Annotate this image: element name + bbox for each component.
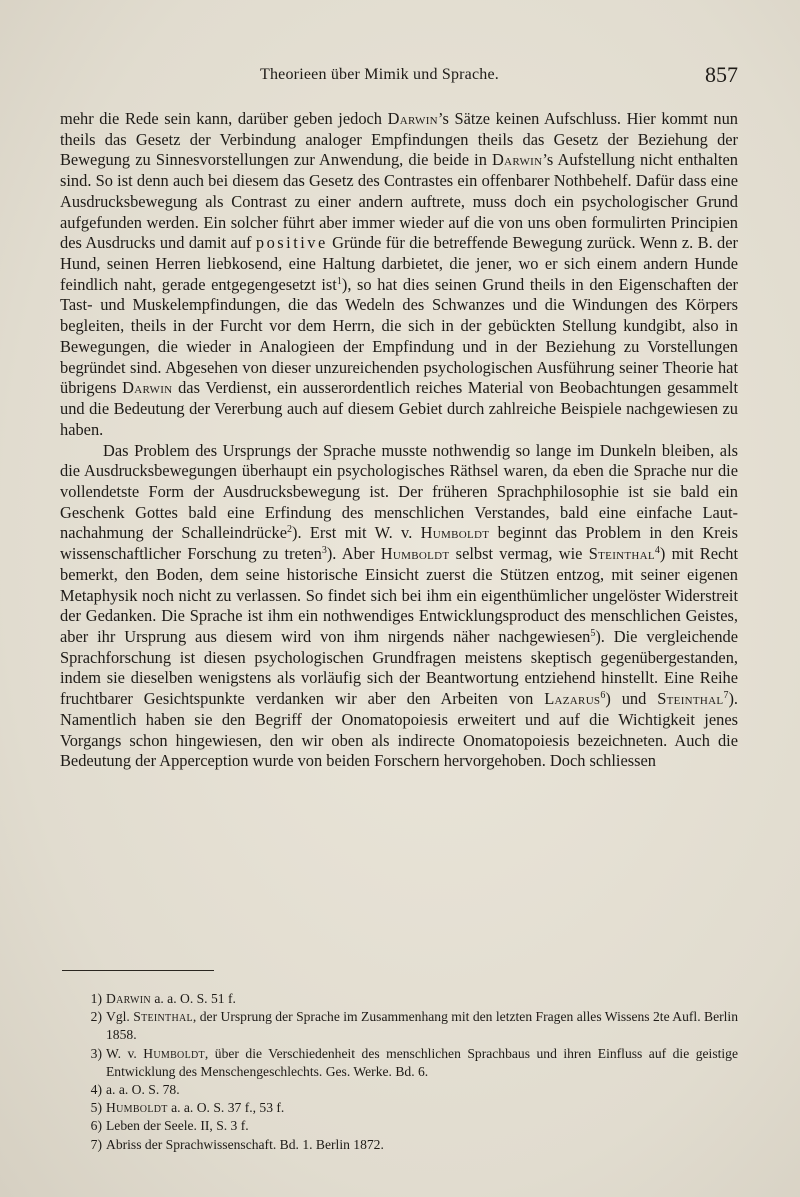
paragraph bbox=[60, 441, 738, 773]
footnote-ref: 5 bbox=[590, 627, 596, 639]
page-number: 857 bbox=[705, 62, 738, 87]
running-head: Theorieen über Mimik und Sprache. bbox=[260, 66, 499, 83]
text-run: Vgl. bbox=[106, 1009, 134, 1025]
text-run: Das Problem des Ursprungs der Sprache musste nothwendig so lange im Dunkeln bleiben, als die Ausdrucksbewegungen überhaupt ein psychologisches Räthsel waren, da eben die Sprache nur die vollendetste Form der Ausdrucksbewegung ist. Der früheren Sprachphilosophie ist sie bald ein Geschenk Gottes bald eine Erfindung des menschlichen Verstandes, bald eine einfache Lautnachahmung der Schalleindrücke bbox=[60, 440, 738, 543]
text-run: ’s Aufstellung nicht enthalten sind. So ist denn auch bei diesem das Gesetz des Contrastes ein offenbarer Nothbehelf. Dafür dass eine Ausdrucksbewegung als Contrast zu einer andern auftrete, muss doch ein psychologischer Grund aufgefunden werden. Ein solcher führt aber immer wieder auf die von uns oben formulirten Principien des Ausdrucks und damit auf bbox=[60, 150, 739, 253]
footnote-ref: 3 bbox=[321, 545, 327, 557]
footnote-marker: 1) bbox=[90, 991, 102, 1006]
text-run: ), so hat dies seinen Grund theils in den Eigenschaften der Tast- und Muskelempfindungen, die das Wedeln des Schwanzes und die Windungen des Körpers begleiten, theils in der Furcht vor dem Herrn, die sich in der gebückten Stellung kundgibt, also in Bewegungen, die wieder in Analogieen der Empfindung und in der Beziehung zu Vorstellungen begründet sind. Abgesehen von dieser unzureichenden psychologischen Ausführung seiner Theorie hat übrigens bbox=[60, 274, 738, 398]
author-name: Darwin bbox=[492, 150, 543, 170]
author-name: Humboldt bbox=[143, 1045, 205, 1061]
footnote-marker: 5) bbox=[90, 1100, 102, 1116]
text-run: , über die Verschiedenheit des menschlichen Sprachbaus und ihren Einfluss auf die geistige Entwicklung des Menschengeschlechts. Ges. Werke. Bd. 6. bbox=[106, 1045, 738, 1079]
text-run: a. a. O. S. 37 f., 53 f. bbox=[167, 1100, 285, 1116]
footnotes bbox=[62, 990, 738, 1154]
footnote-ref: 1 bbox=[336, 275, 342, 287]
footnote bbox=[62, 1008, 738, 1044]
footnote bbox=[62, 1117, 738, 1135]
text-run: ) mit Recht bemerkt, den Boden, dem seine historische Einsicht zuerst die Stützen entzog, mit seiner eigenen Metaphysik noch nicht zu verlassen. So findet sich bei ihm ein eigenthümlicher ungelöster Widerstreit der Gedanken. Die Sprache ist ihm ein nothwendiges Entwicklungsproduct des menschlichen Geistes, aber ihr Ursprung aus diesem wird von ihm nirgends näher nachgewiesen bbox=[60, 544, 738, 646]
text-run: selbst vermag, wie bbox=[449, 544, 589, 564]
text-run: ). Erst mit W. v. bbox=[292, 523, 421, 543]
footnote-marker: 2) bbox=[90, 1009, 102, 1025]
footnote-marker: 3) bbox=[90, 1045, 102, 1061]
author-name: Darwin bbox=[387, 109, 438, 128]
paragraph bbox=[60, 109, 738, 441]
author-name: Steinthal bbox=[657, 689, 724, 709]
author-name: Lazarus bbox=[544, 689, 601, 709]
page-header bbox=[60, 62, 738, 96]
text-run: mehr die Rede sein kann, darüber geben jedoch bbox=[60, 109, 388, 128]
text-run: W. v. bbox=[106, 1045, 144, 1061]
author-name: Steinthal bbox=[588, 544, 655, 564]
footnote-ref: 6 bbox=[600, 690, 606, 702]
footnote-rule bbox=[62, 970, 214, 971]
footnote bbox=[62, 1081, 738, 1099]
text-run: Abriss der Sprachwissenschaft. Bd. 1. Berlin 1872. bbox=[106, 1136, 384, 1152]
footnote-ref: 2 bbox=[287, 524, 292, 536]
text-run: , der Ursprung der Sprache im Zusammenhang mit den letzten Fragen alles Wissens 2te Aufl. Berlin 1858. bbox=[106, 1009, 738, 1043]
footnote-ref: 7 bbox=[723, 690, 729, 702]
text-run: ) und bbox=[605, 689, 658, 709]
text-run: ). Namentlich haben sie den Begriff der Onomatopoiesis erweitert und auf die Wichtigkeit jenes Vorgangs schon hingewiesen, den wir oben als indirecte Onomatopoiesis bezeichneten. Auch die Bedeutung der Apperception wurde von beiden Forschern hervorgehoben. Doch schliessen bbox=[60, 689, 738, 771]
footnote-marker: 7) bbox=[90, 1136, 102, 1152]
author-name: Darwin bbox=[122, 378, 173, 398]
author-name: Darwin bbox=[106, 991, 151, 1006]
footnote-ref: 4 bbox=[654, 545, 660, 557]
main-text bbox=[60, 109, 738, 772]
footnote-marker: 6) bbox=[90, 1118, 102, 1134]
author-name: Humboldt bbox=[106, 1100, 168, 1116]
author-name: Humboldt bbox=[380, 544, 450, 564]
author-name: Humboldt bbox=[420, 523, 490, 543]
text-run: Gründe für die betreffende Bewegung zurück. Wenn z. B. der Hund, seinen Herren liebkosend, eine Haltung darbietet, die jener, wo er sich einem andern Hunde feindlich naht, gerade entgegengesetzt ist bbox=[60, 233, 738, 294]
footnote bbox=[62, 1099, 738, 1117]
author-name: Steinthal bbox=[133, 1009, 193, 1025]
emphasis-text: positive bbox=[255, 233, 328, 253]
text-run: a. a. O. S. 51 f. bbox=[150, 991, 236, 1006]
text-run: das Verdienst, ein ausserordentlich reiches Material von Beobachtungen gesammelt und die Bedeutung der Vererbung auch auf diesem Gebiet durch zahlreiche Beispiele nachgewiesen zu haben. bbox=[60, 378, 738, 439]
text-run: beginnt das Problem in den Kreis wissenschaftlicher Forschung zu treten bbox=[60, 523, 738, 564]
text-run: ’s Sätze keinen Aufschluss. Hier kommt nun theils das Gesetz der Verbindung analoger Empfindungen theils das Gesetz der Beziehung der Bewegung zu Sinnesvorstellungen zur Anwendung, die beide in bbox=[60, 109, 738, 170]
text-run: Leben der Seele. II, S. 3 f. bbox=[106, 1118, 249, 1134]
footnote bbox=[62, 1045, 738, 1081]
footnote bbox=[62, 1136, 738, 1154]
text-run: ). Aber bbox=[326, 544, 381, 564]
text-run: ). Die vergleichende Sprachforschung ist diesen psychologischen Grundfragen meistens skeptisch gegenübergestanden, indem sie dieselben wenigstens als vorläufig sich der Beantwortung entziehend hinstellt. Eine Reihe fruchtbarer Gesichtspunkte verdanken wir aber den Arbeiten von bbox=[60, 626, 738, 709]
footnote-marker: 4) bbox=[90, 1082, 102, 1098]
footnote bbox=[62, 990, 738, 1008]
text-run: a. a. O. S. 78. bbox=[106, 1082, 180, 1098]
